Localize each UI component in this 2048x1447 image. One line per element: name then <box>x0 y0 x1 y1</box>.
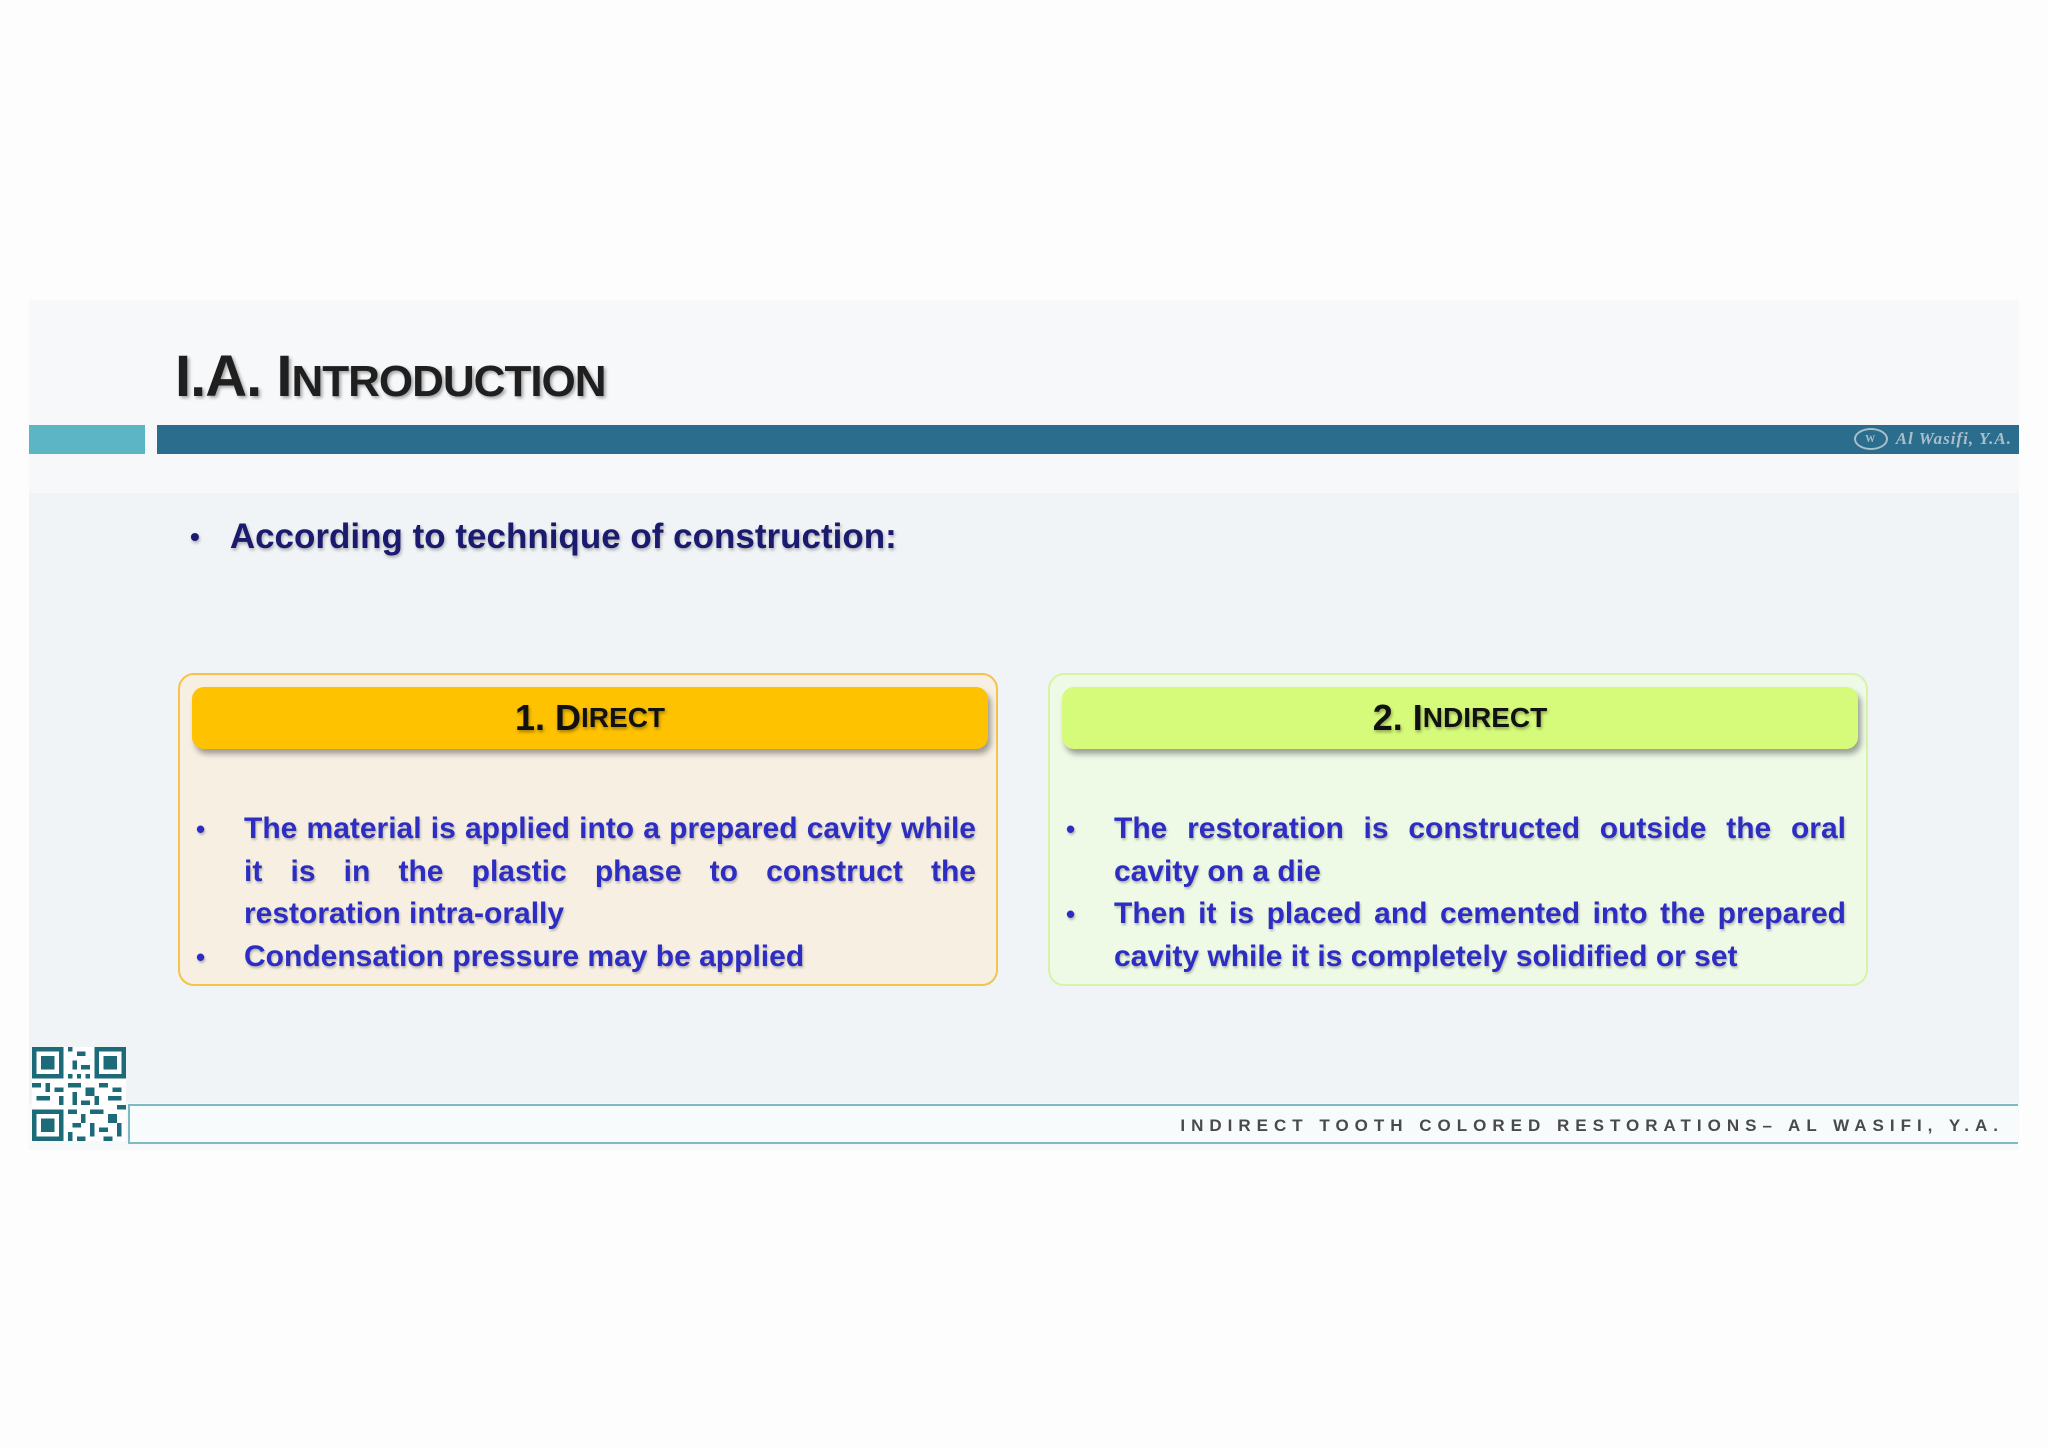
indirect-box <box>1048 673 1868 986</box>
direct-box <box>178 673 998 986</box>
list-item <box>1066 808 1846 893</box>
direct-heading <box>192 687 988 749</box>
lead-bullet: • <box>190 521 200 552</box>
footer-text: INDIRECT TOOTH COLORED RESTORATIONS– AL WASIFI, Y.A. <box>1180 1116 2004 1135</box>
list-item <box>1066 893 1846 978</box>
direct-list <box>196 808 976 978</box>
bullet-icon: • <box>196 941 206 972</box>
indirect-heading <box>1062 687 1858 749</box>
direct-heading-prefix: 1. D <box>514 697 582 738</box>
accent-bar-main <box>157 425 2019 454</box>
bullet-icon: • <box>1066 814 1076 844</box>
list-item <box>196 936 976 979</box>
qr-code-icon <box>32 1047 126 1141</box>
list-item-text: The material is applied into a prepared cavity while it is in the plastic phase to construct the restoration intra-orally <box>244 812 976 930</box>
bullet-icon: • <box>1066 899 1076 929</box>
bullet-icon: • <box>196 814 206 844</box>
direct-heading-rest: IRECT <box>581 702 666 733</box>
title-rest: NTRODUCTION <box>291 357 606 406</box>
list-item-text: Condensation pressure may be applied <box>244 939 805 973</box>
brand-text: Al Wasifi, Y.A. <box>1895 429 2012 448</box>
brand-logo-icon: W <box>1854 428 1888 450</box>
lead-text: According to technique of construction: <box>229 517 897 556</box>
list-item <box>196 808 976 936</box>
indirect-list <box>1066 808 1846 978</box>
indirect-heading-rest: NDIRECT <box>1422 702 1548 733</box>
title-prefix: I.A. I <box>175 344 292 409</box>
page-title <box>175 343 606 410</box>
lead-line <box>190 517 897 557</box>
indirect-heading-prefix: 2. I <box>1372 697 1423 738</box>
list-item-text: The restoration is constructed outside the oral cavity on a die <box>1114 812 1846 888</box>
list-item-text: Then it is placed and cemented into the prepared cavity while it is completely solidified or set <box>1114 897 1846 973</box>
brand-watermark <box>1854 428 2012 450</box>
accent-bar-small <box>29 425 145 454</box>
